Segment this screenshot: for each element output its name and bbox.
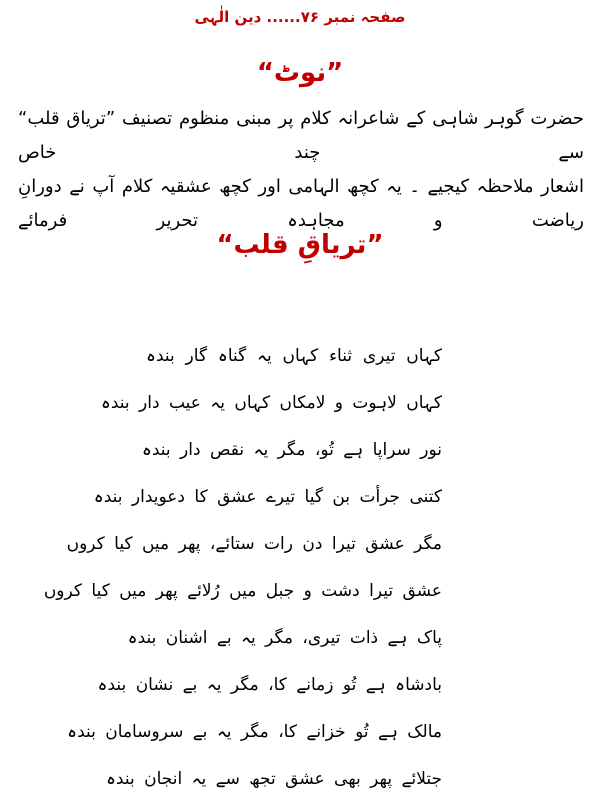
verse-line: مالک ہے تُو خزانے کا، مگر یہ بے سروسامان بندہ	[67, 722, 442, 742]
verse-line: عشق تیرا دشت و جبل میں رُلائے پھر میں کیا کروں	[43, 581, 442, 601]
verse-line: بادشاہ ہے تُو زمانے کا، مگر یہ بے نشان بندہ	[97, 675, 442, 695]
note-title: ”نوٹ“	[256, 58, 344, 88]
verse-line: کہاں تیری ثناء کہاں یہ گناہ گار بندہ	[146, 346, 442, 366]
intro-line: حضرت گوہر شاہی کے شاعرانہ کلام پر مبنی منظوم تصنیف ”تریاق قلب“ سے چند خاص	[18, 108, 584, 163]
verse-line: پاک ہے ذات تیری، مگر یہ بے اشنان بندہ	[127, 628, 442, 648]
intro-line: اشعار ملاحظہ کیجیے ۔ یہ کچھ الہامی اور کچھ عشقیہ کلام آپ نے دورانِ ریاضت و مجاہدہ تحریر فرمائے	[18, 176, 584, 231]
verse-line: کتنی جرأت بن گیا تیرے عشق کا دعویدار بندہ	[93, 487, 442, 507]
poem-verses	[43, 336, 442, 806]
verse-line: کہاں لاہوت و لامکاں کہاں یہ عیب دار بندہ	[100, 393, 442, 413]
verse-line: جتلائے پھر بھی عشق تجھ سے یہ انجان بندہ	[105, 769, 442, 789]
verse-line: نور سراپا ہے تُو، مگر یہ نقص دار بندہ	[141, 440, 442, 460]
intro-paragraph	[18, 102, 584, 238]
poem-title: ”تریاقِ قلب“	[216, 230, 384, 260]
page-header: صفحہ نمبر ۷۶...... دین الٰہی	[194, 8, 406, 26]
verse-line: مگر عشق تیرا دن رات ستائے، پھر میں کیا کروں	[66, 534, 442, 554]
